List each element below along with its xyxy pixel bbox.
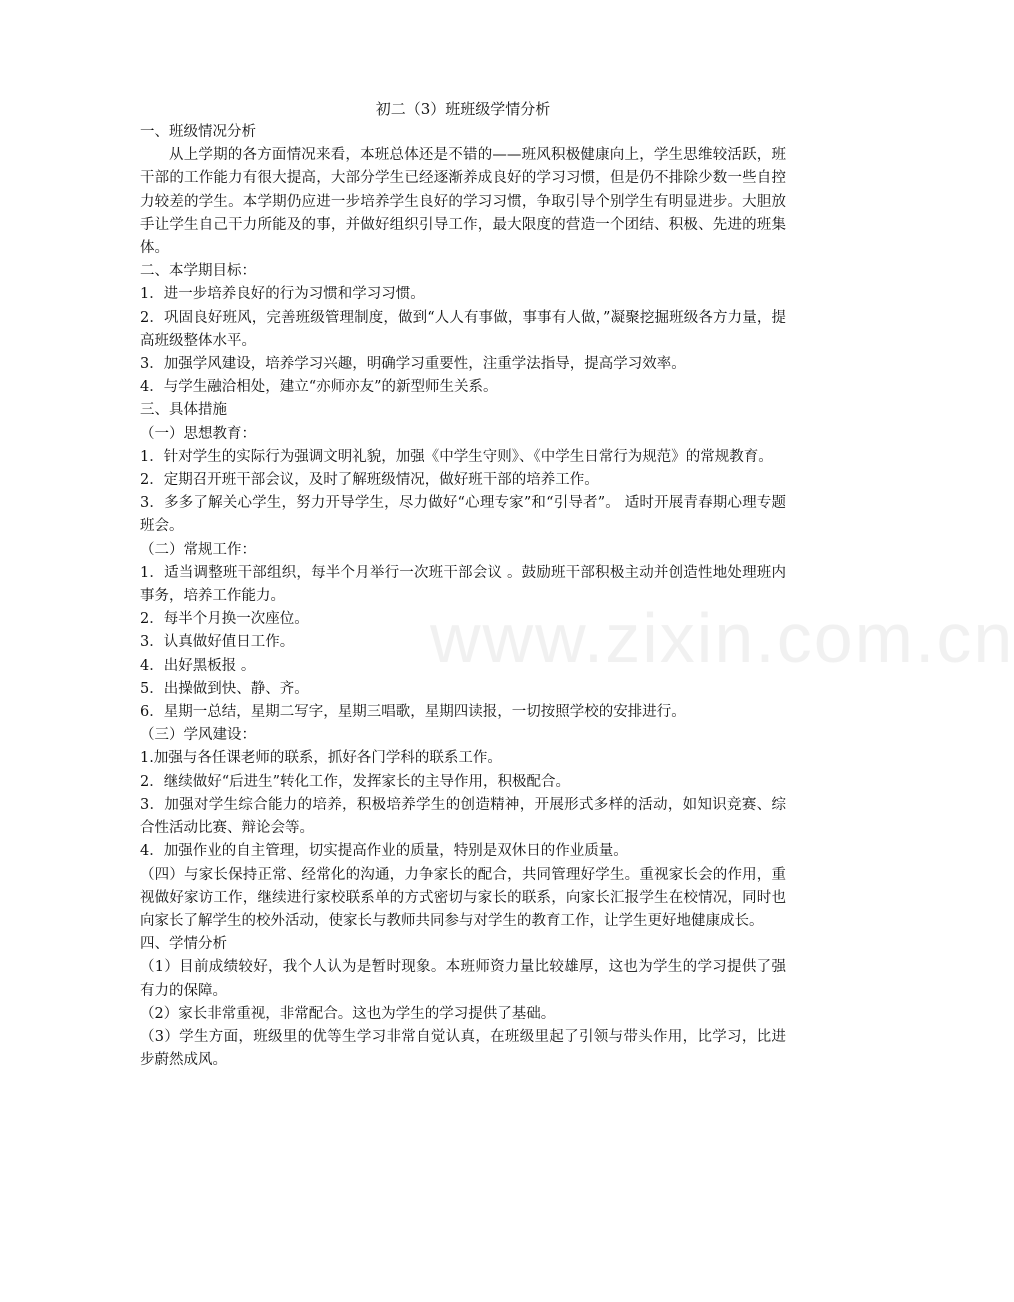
list-item: 1.加强与各任课老师的联系，抓好各门学科的联系工作。 — [140, 750, 502, 767]
list-item: 1．针对学生的实际行为强调文明礼貌，加强《中学生守则》、《中学生日常行为规范》的常规教育。 — [140, 448, 773, 465]
list-item: 2．定期召开班干部会议，及时了解班级情况，做好班干部的培养工作。 — [140, 472, 599, 489]
section-heading: 三、具体措施 — [140, 402, 227, 419]
list-item: （2）家长非常重视，非常配合。这也为学生的学习提供了基础。 — [140, 1005, 556, 1022]
list-item: 3．加强对学生综合能力的培养，积极培养学生的创造精神，开展形式多样的活动，如知识竞赛、综合性活动比赛、辩论会等。 — [140, 796, 786, 837]
document-title: 初二（3）班班级学情分析 — [375, 100, 551, 118]
document-page — [140, 98, 786, 1072]
list-item: 2．继续做好“后进生”转化工作，发挥家长的主导作用，积极配合。 — [140, 773, 571, 790]
list-item: 2．巩固良好班风，完善班级管理制度，做到“人人有事做，事事有人做，”凝聚挖掘班级各方力量，提高班级整体水平。 — [140, 309, 786, 349]
list-item: （1）目前成绩较好，我个人认为是暂时现象。本班师资力量比较雄厚，这也为学生的学习提供了强有力的保障。 — [140, 959, 786, 999]
list-item: 3．多多了解关心学生，努力开导学生，尽力做好“心理专家”和“引导者”。 适时开展青春期心理专题班会。 — [140, 495, 786, 535]
list-item: 5．出操做到快、静、齐。 — [140, 680, 309, 697]
section-heading: 一、班级情况分析 — [140, 124, 256, 140]
list-item: 3．加强学风建设，培养学习兴趣，明确学习重要性，注重学法指导，提高学习效率。 — [140, 356, 686, 373]
watermark: www.zixin.com.cn — [430, 599, 1014, 677]
section-heading: 四、学情分析 — [140, 936, 227, 953]
list-item: 4．出好黑板报 。 — [140, 657, 256, 674]
list-item: 1．进一步培养良好的行为习惯和学习习惯。 — [140, 286, 425, 303]
list-item: 3．认真做好值日工作。 — [140, 634, 295, 651]
list-item: 6．星期一总结，星期二写字，星期三唱歌，星期四读报，一切按照学校的安排进行。 — [140, 704, 686, 721]
subsection-heading: （一）思想教育： — [140, 425, 256, 442]
list-item: 1．适当调整班干部组织，每半个月举行一次班干部会议 。鼓励班干部积极主动并创造性地处理班内事务，培养工作能力。 — [140, 564, 786, 605]
section-heading: 二、本学期目标： — [140, 263, 256, 280]
paragraph: 从上学期的各方面情况来看，本班总体还是不错的——班风积极健康向上，学生思维较活跃，班干部的工作能力有很大提高，大部分学生已经逐渐养成良好的学习习惯，但是仍不排除少数一些自控力较差的学生。本学期仍应进一步培养学生良好的学习习惯，争取引导个别学生有明显进步。大胆放手让学生自己干力所能及的事，并做好组织引导工作，最大限度的营造一个团结、积极、先进的班集体。 — [140, 147, 786, 257]
list-item: （3）学生方面，班级里的优等生学习非常自觉认真，在班级里起了引领与带头作用，比学习，比进步蔚然成风。 — [140, 1028, 786, 1069]
subsection-heading: （二）常规工作： — [140, 541, 256, 558]
list-item: 2．每半个月换一次座位。 — [140, 611, 309, 628]
list-item: 4．与学生融洽相处，建立“亦师亦友”的新型师生关系。 — [140, 379, 498, 396]
list-item: 4．加强作业的自主管理，切实提高作业的质量，特别是双休日的作业质量。 — [140, 843, 628, 860]
subsection-heading: （三）学风建设： — [140, 727, 256, 744]
paragraph: （四）与家长保持正常、经常化的沟通，力争家长的配合，共同管理好学生。重视家长会的作用，重视做好家访工作，继续进行家校联系单的方式密切与家长的联系，向家长汇报学生在校情况，同时也向家长了解学生的校外活动，使家长与教师共同参与对学生的教育工作，让学生更好地健康成长。 — [140, 866, 786, 929]
